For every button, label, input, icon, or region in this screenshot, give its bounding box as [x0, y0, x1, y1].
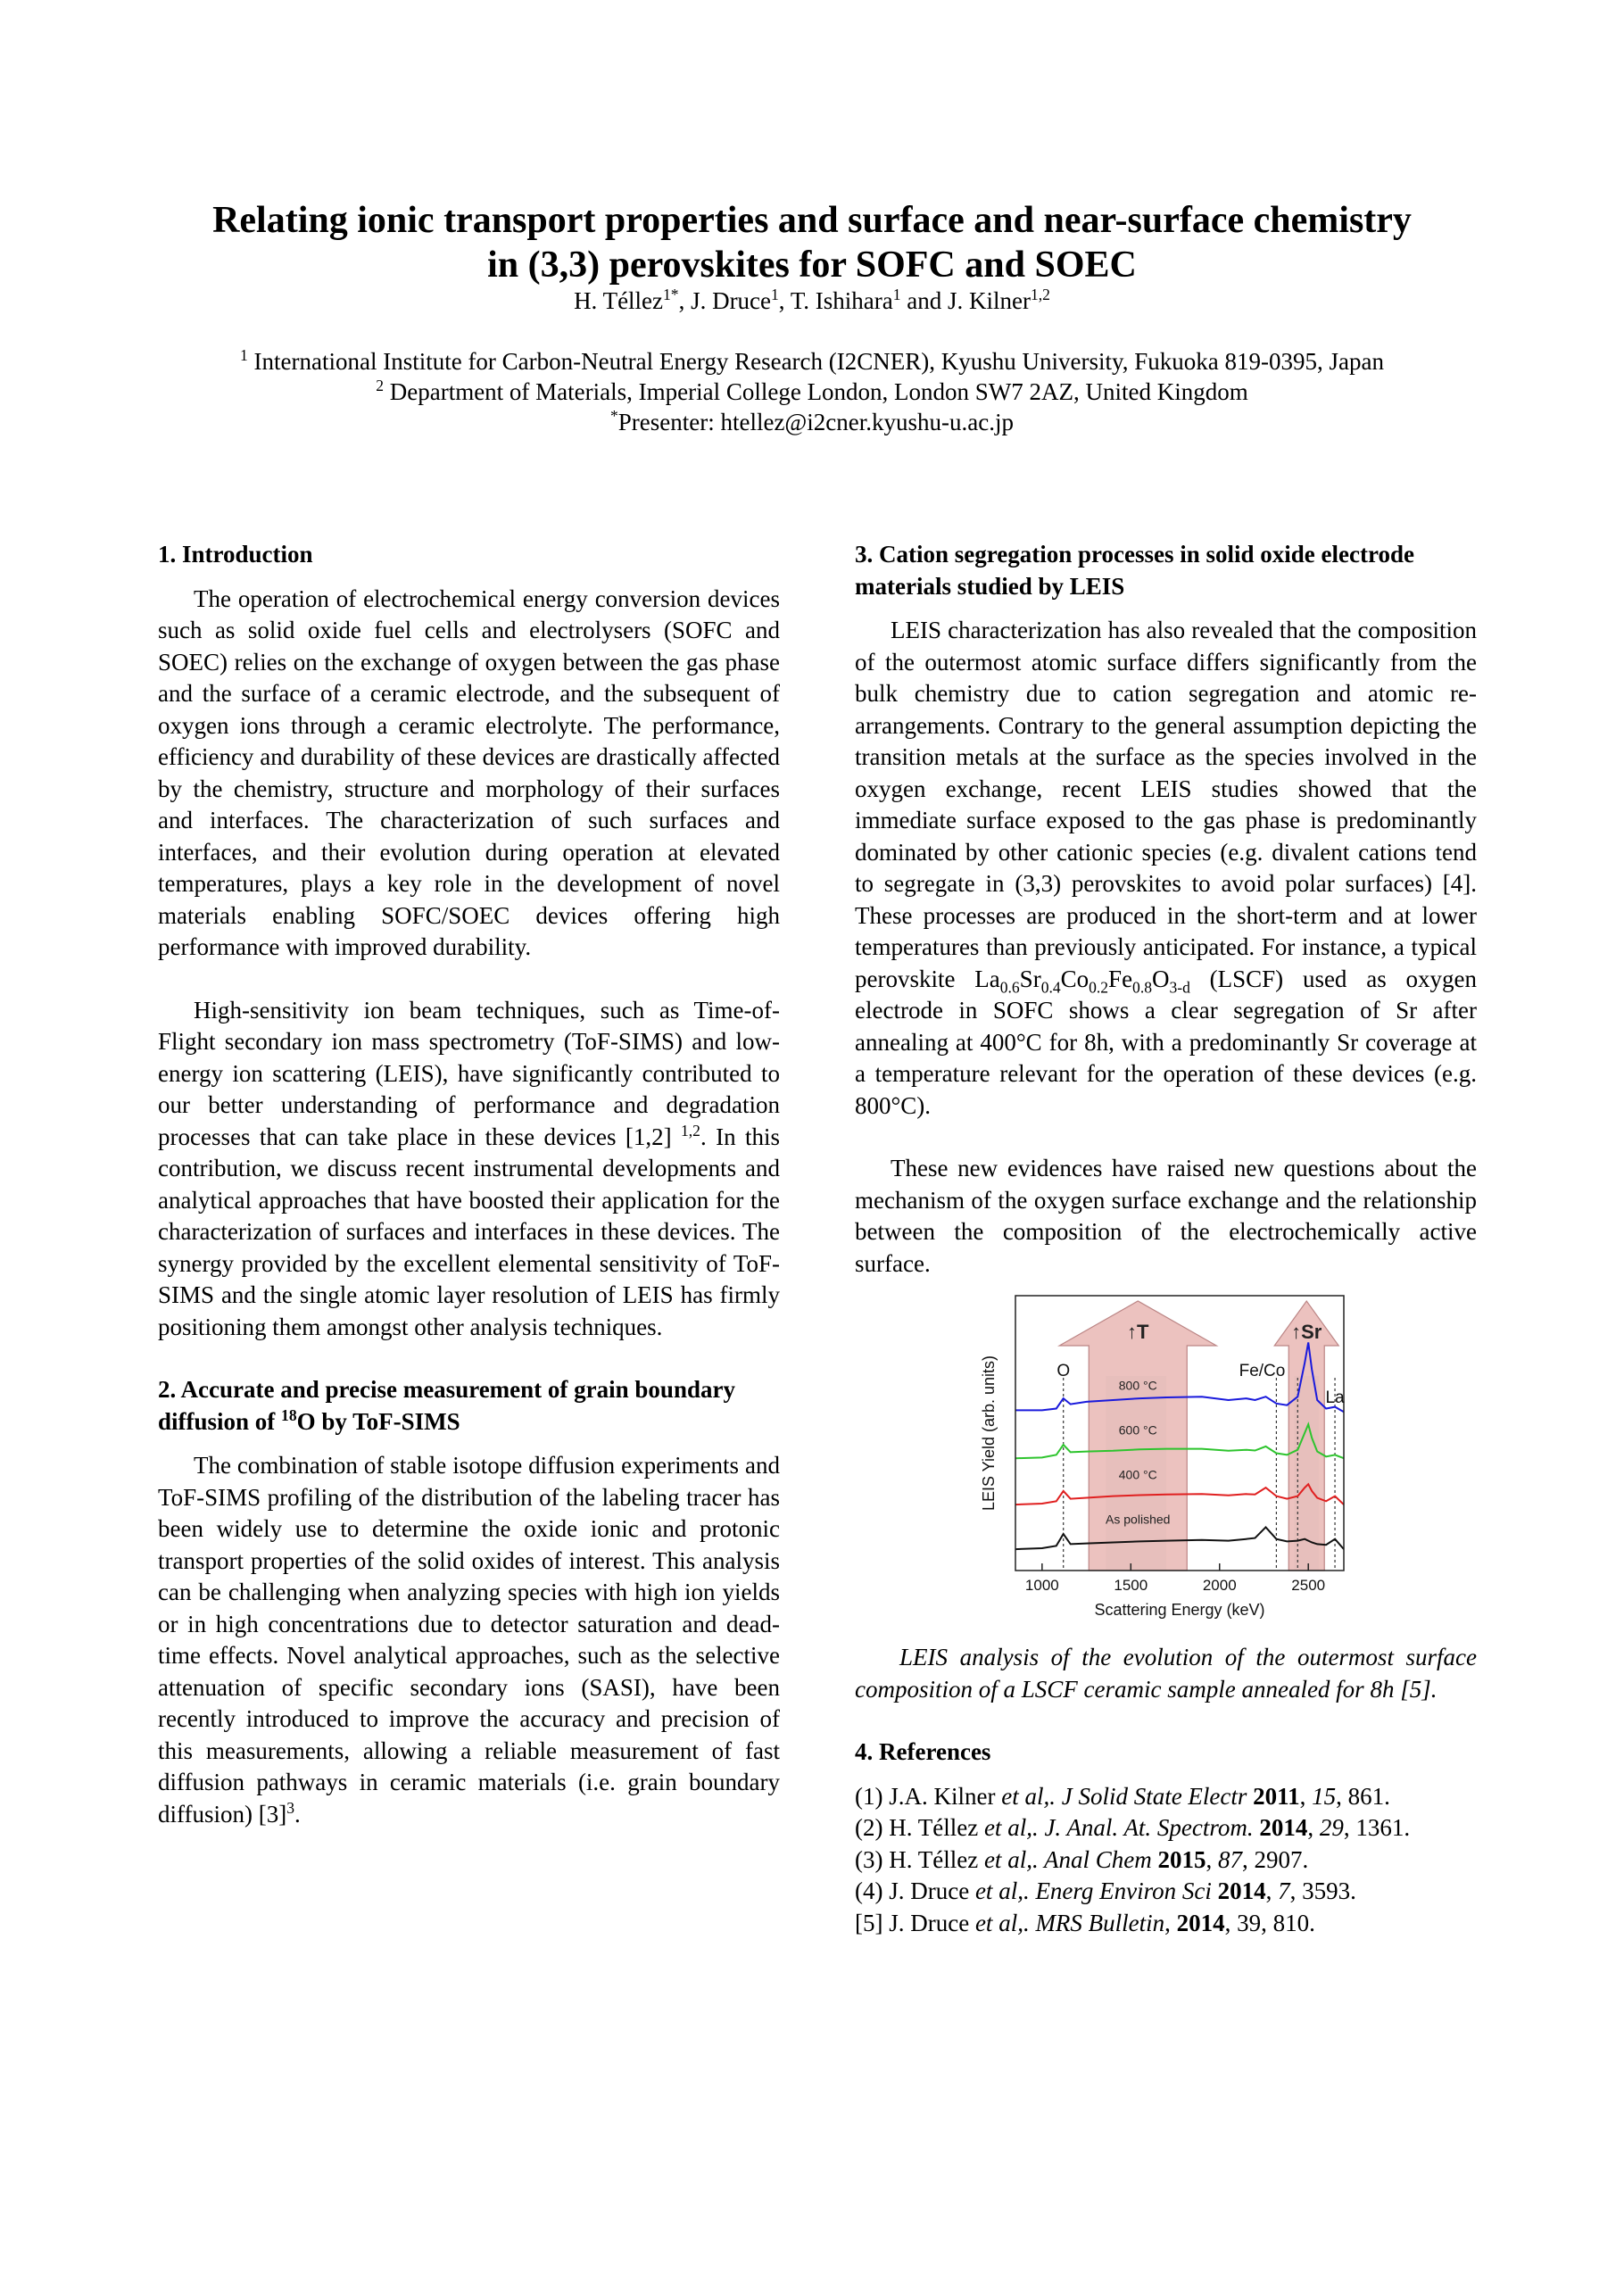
right-column — [855, 539, 1477, 1939]
left-column — [158, 539, 780, 1830]
section-heading: 1. Introduction — [158, 541, 313, 568]
series-label: 400 °C — [1118, 1467, 1157, 1482]
author-affil-mark: 1* — [663, 286, 679, 303]
paragraph: These new evidences have raised new questions about the mechanism of the oxygen surface exchange and the relationship between the composition of the electrochemically active surface. — [855, 1155, 1477, 1277]
figure-caption: LEIS analysis of the evolution of the outermost surface composition of a LSCF ceramic sample annealed for 8h [5]. — [855, 1644, 1477, 1703]
reference-item: (3) H. Téllez et al,. Anal Chem 2015, 87, 2907. — [855, 1845, 1309, 1873]
reference-item: (2) H. Téllez et al,. J. Anal. At. Spectrom. 2014, 29, 1361. — [855, 1814, 1411, 1841]
affil-text: Department of Materials, Imperial College London, London SW7 2AZ, United Kingdom — [383, 378, 1248, 405]
x-axis-label: Scattering Energy (keV) — [1094, 1601, 1265, 1619]
x-tick-label: 1500 — [1114, 1577, 1148, 1594]
chemical-formula: $La_{0.6}Sr_{0.4}Co_{0.2}Fe_{0.8}O_{3-d}$ — [974, 965, 1190, 996]
y-axis-label: LEIS Yield (arb. units) — [980, 1355, 998, 1512]
isotope-superscript: 18 — [281, 1405, 297, 1424]
affil-number: 2 — [376, 377, 384, 394]
paragraph-text: High-sensitivity ion beam techniques, such as Time-of-Flight secondary ion mass spectrometry (ToF-SIMS) and low-energy ion scattering (LEIS), have significantly contributed to our better understanding of performance and degradation processes that can take place in these devices [1,2] — [158, 996, 780, 1150]
peak-label: O — [1056, 1362, 1071, 1380]
affil-text: International Institute for Carbon-Neutral Energy Research (I2CNER), Kyushu University, Fukuoka 819-0395, Japan — [247, 348, 1384, 375]
paper-title — [89, 198, 1535, 287]
paragraph-text: . — [294, 1800, 301, 1828]
author-list — [89, 286, 1535, 316]
author-name: J. Druce — [691, 287, 772, 314]
reference-item: (1) J.A. Kilner et al,. J Solid State Electr 2011, 15, 861. — [855, 1782, 1390, 1810]
paragraph — [158, 1450, 780, 1830]
citation-superscript: 1,2 — [681, 1121, 700, 1140]
title-line-2: in (3,3) perovskites for SOFC and SOEC — [487, 245, 1137, 286]
paragraph — [158, 995, 780, 1344]
peak-label: La — [1325, 1388, 1345, 1407]
heading-text: 2. Accurate and precise measurement of grain boundary diffusion of — [158, 1376, 735, 1435]
title-line-1: Relating ionic transport properties and surface and near-surface chemistry — [212, 200, 1412, 241]
presenter-mark: * — [610, 407, 618, 425]
reference-item: (4) J. Druce et al,. Energ Environ Sci 2014, 7, 3593. — [855, 1877, 1356, 1904]
reference-list — [855, 1781, 1477, 1940]
affil-number: 1 — [240, 346, 248, 364]
author-affil-mark: 1 — [892, 286, 901, 303]
author-affil-mark: 1 — [771, 286, 779, 303]
leis-figure — [855, 1287, 1477, 1637]
peak-label: Fe/Co — [1239, 1362, 1286, 1380]
reference-item: [5] J. Druce et al,. MRS Bulletin, 2014, 39, 810. — [855, 1909, 1315, 1936]
section-heading: 4. References — [855, 1738, 991, 1765]
presenter-text: Presenter: htellez@i2cner.kyushu-u.ac.jp — [617, 409, 1014, 435]
arrow-label: ↑Sr — [1291, 1321, 1322, 1343]
author-name: J. Kilner — [948, 287, 1031, 314]
affiliation-2 — [161, 377, 1463, 407]
x-tick-label: 1000 — [1024, 1577, 1059, 1594]
affiliations — [161, 346, 1463, 437]
x-tick-label: 2000 — [1202, 1577, 1237, 1594]
affiliation-1 — [161, 346, 1463, 377]
author-name: H. Téllez — [574, 287, 664, 314]
paragraph — [855, 615, 1477, 1122]
presenter-email — [161, 407, 1463, 437]
author-separator: , — [678, 287, 692, 314]
paragraph-text: (LSCF) used as oxygen electrode in SOFC shows a clear segregation of Sr after annealing at 400°C for 8h, with a predominantly Sr coverage at a temperature relevant for the operation of these devices (e.g. 800°C). — [855, 965, 1477, 1119]
series-label: As polished — [1106, 1512, 1171, 1527]
paragraph-text: . In this contribution, we discuss recent instrumental developments and analytical approaches that have boosted their application for the characterization of surfaces and interfaces in these devices. The synergy provided by the excellent elemental sensitivity of ToF-SIMS and the single atomic layer resolution of LEIS has firmly positioning them amongst other analysis techniques. — [158, 1123, 780, 1340]
paragraph-text: LEIS characterization has also revealed that the composition of the outermost atomic surface differs significantly from the bulk chemistry due to cation segregation and atomic re-arrangements. Contrary to the general assumption depicting the transition metals at the surface as the species involved in the oxygen exchange, recent LEIS studies showed that the immediate surface exposed to the gas phase is predominantly dominated by other cationic species (e.g. divalent cations tend to segregate in (3,3) perovskites to avoid polar surfaces) [4]. These processes are produced in the short-term and at lower temperatures than previously anticipated. For instance, a typical perovskite — [855, 617, 1477, 992]
section-heading: 3. Cation segregation processes in solid oxide electrode materials studied by LEIS — [855, 541, 1414, 600]
author-name: T. Ishihara — [790, 287, 893, 314]
author-affil-mark: 1,2 — [1031, 286, 1050, 303]
author-separator: and — [900, 287, 949, 314]
arrow-label: ↑T — [1127, 1321, 1149, 1343]
section-heading — [158, 1374, 780, 1438]
paragraph-text: The combination of stable isotope diffusion experiments and ToF-SIMS profiling of the distribution of the labeling tracer has been widely use to determine the oxide ionic and protonic transport properties of the solid oxides of interest. This analysis can be challenging when analyzing species with high ion yields or in high concentrations due to detector saturation and dead-time effects. Novel analytical approaches, such as the selective attenuation of specific secondary ions (SASI), have been recently introduced to improve the accuracy and precision of this measurements, allowing a reliable measurement of fast diffusion pathways in ceramic materials (i.e. grain boundary diffusion) [3] — [158, 1452, 780, 1828]
paragraph: The operation of electrochemical energy conversion devices such as solid oxide fuel cells and electrolysers (SOFC and SOEC) relies on the exchange of oxygen between the gas phase and the surface of a ceramic electrode, and the subsequent of oxygen ions through a ceramic electrolyte. The performance, efficiency and durability of these devices are drastically affected by the chemistry, structure and morphology of their surfaces and interfaces. The characterization of such surfaces and interfaces, and their evolution during operation at elevated temperatures, plays a key role in the development of novel materials enabling SOFC/SOEC devices offering high performance with improved durability. — [158, 584, 780, 960]
x-tick-label: 2500 — [1291, 1577, 1326, 1594]
series-label: 600 °C — [1118, 1422, 1157, 1438]
series-label: 800 °C — [1118, 1378, 1157, 1393]
leis-chart — [855, 1287, 1477, 1637]
author-separator: , — [778, 287, 791, 314]
heading-text: O by ToF-SIMS — [296, 1407, 460, 1435]
citation-superscript: 3 — [286, 1798, 294, 1817]
